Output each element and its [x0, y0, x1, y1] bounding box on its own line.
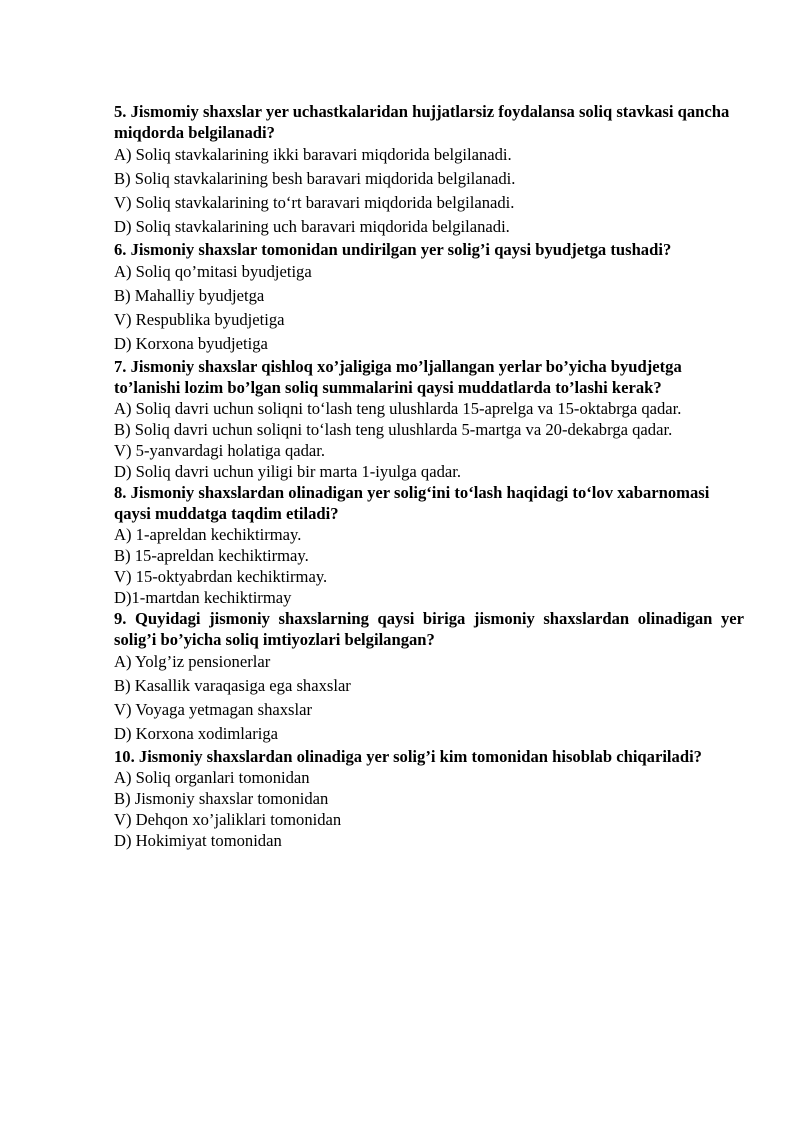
- answer-option: A) Soliq qo’mitasi byudjetiga: [114, 262, 312, 281]
- question-text: 6. Jismoniy shaxslar tomonidan undirilgan yer solig’i qaysi byudjetga tushadi?: [114, 240, 672, 259]
- question-10: [114, 746, 744, 851]
- answer-option: B) Mahalliy byudjetga: [114, 286, 265, 305]
- question-text: 8. Jismoniy shaxslardan olinadigan yer solig‘ini to‘lash haqidagi to‘lov xabarnomasi qaysi muddatga taqdim etiladi?: [114, 483, 710, 523]
- question-text: 9. Quyidagi jismoniy shaxslarning qaysi biriga jismoniy shaxslardan olinadigan yer solig’i bo’yicha soliq imtiyozlari belgilangan?: [114, 609, 744, 649]
- document-page: [114, 101, 744, 851]
- answer-option: A) 1-apreldan kechiktirmay.: [114, 525, 302, 544]
- question-9: [114, 608, 744, 746]
- answer-option: B) Kasallik varaqasiga ega shaxslar: [114, 676, 351, 695]
- question-text: 7. Jismoniy shaxslar qishloq xo’jaligiga mo’ljallangan yerlar bo’yicha byudjetga to’lanishi lozim bo’lgan soliq summalarini qaysi muddatlarda to’lashi kerak?: [114, 357, 682, 397]
- answer-option: V) 15-oktyabrdan kechiktirmay.: [114, 567, 328, 586]
- answer-option: A) Soliq stavkalarining ikki baravari miqdorida belgilanadi.: [114, 145, 512, 164]
- answer-option: B) 15-apreldan kechiktirmay.: [114, 546, 309, 565]
- answer-option: B) Soliq stavkalarining besh baravari miqdorida belgilanadi.: [114, 169, 516, 188]
- question-text: 5. Jismomiy shaxslar yer uchastkalaridan hujjatlarsiz foydalansa soliq stavkasi qancha miqdorda belgilanadi?: [114, 102, 730, 142]
- answer-option: D) Korxona byudjetiga: [114, 334, 268, 353]
- answer-option: V) Voyaga yetmagan shaxslar: [114, 700, 312, 719]
- question-7: [114, 356, 744, 482]
- answer-option: V) Soliq stavkalarining to‘rt baravari miqdorida belgilanadi.: [114, 193, 515, 212]
- answer-option: D) Soliq davri uchun yiligi bir marta 1-iyulga qadar.: [114, 462, 462, 481]
- answer-option: A) Soliq organlari tomonidan: [114, 768, 310, 787]
- answer-option: V) 5-yanvardagi holatiga qadar.: [114, 441, 326, 460]
- answer-option: D) Soliq stavkalarining uch baravari miqdorida belgilanadi.: [114, 217, 510, 236]
- answer-option: A) Soliq davri uchun soliqni to‘lash teng ulushlarda 15-aprelga va 15-oktabrga qadar.: [114, 399, 682, 418]
- answer-option: B) Jismoniy shaxslar tomonidan: [114, 789, 329, 808]
- question-5: [114, 101, 744, 239]
- question-6: [114, 239, 744, 356]
- answer-option: V) Dehqon xo’jaliklari tomonidan: [114, 810, 342, 829]
- question-8: [114, 482, 744, 608]
- answer-option: A) Yolg’iz pensionerlar: [114, 652, 271, 671]
- answer-option: D)1-martdan kechiktirmay: [114, 588, 292, 607]
- answer-option: B) Soliq davri uchun soliqni to‘lash teng ulushlarda 5-martga va 20-dekabrga qadar.: [114, 420, 673, 439]
- answer-option: D) Korxona xodimlariga: [114, 724, 279, 743]
- answer-option: D) Hokimiyat tomonidan: [114, 831, 282, 850]
- question-text: 10. Jismoniy shaxslardan olinadiga yer solig’i kim tomonidan hisoblab chiqariladi?: [114, 747, 702, 766]
- answer-option: V) Respublika byudjetiga: [114, 310, 285, 329]
